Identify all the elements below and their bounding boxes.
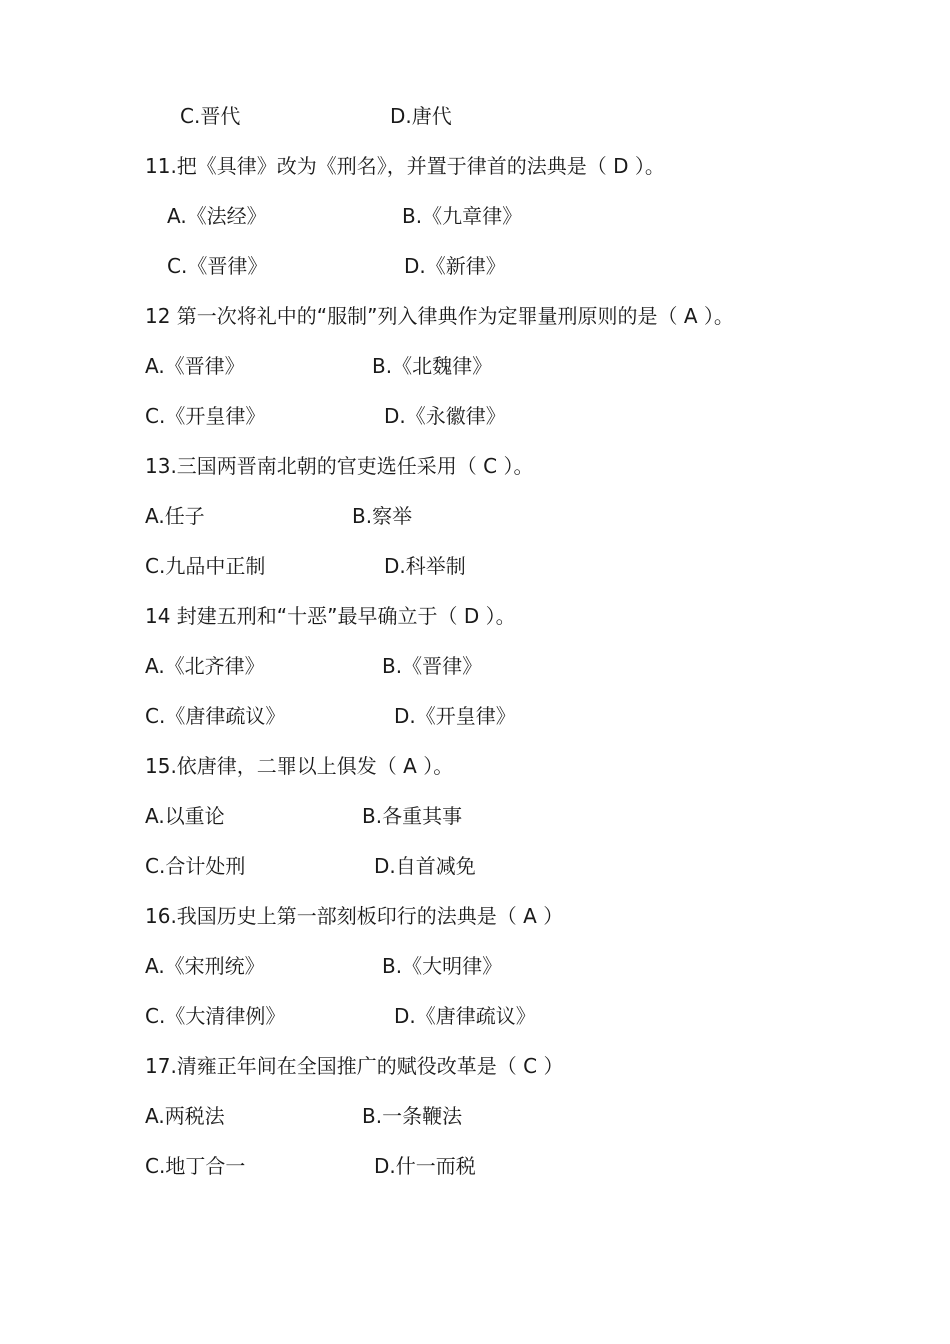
option-d: D.唐代 bbox=[390, 104, 452, 128]
option-b: B.《北魏律》 bbox=[372, 354, 493, 378]
question-stem: 17.清雍正年间在全国推广的赋役改革是（ C ） bbox=[145, 1054, 564, 1078]
option-c: C.《唐律疏议》 bbox=[145, 704, 286, 728]
question-stem: 14 封建五刑和“十恶”最早确立于（ D ）。 bbox=[145, 604, 516, 628]
option-d: D.自首减免 bbox=[374, 854, 476, 878]
option-b: B.一条鞭法 bbox=[362, 1104, 463, 1128]
option-d: D.《永徽律》 bbox=[384, 404, 506, 428]
option-a: A.以重论 bbox=[145, 804, 225, 828]
option-b: B.察举 bbox=[352, 504, 413, 528]
question-stem: 13.三国两晋南北朝的官吏选任采用（ C ）。 bbox=[145, 454, 534, 478]
question-stem: 11.把《具律》改为《刑名》，并置于律首的法典是（ D ）。 bbox=[145, 154, 665, 178]
option-d: D.什一而税 bbox=[374, 1154, 476, 1178]
option-c: C.合计处刑 bbox=[145, 854, 246, 878]
question-stem: 15.依唐律，二罪以上俱发（ A ）。 bbox=[145, 754, 454, 778]
option-a: A.《晋律》 bbox=[145, 354, 245, 378]
option-b: B.《大明律》 bbox=[382, 954, 503, 978]
option-d: D.《开皇律》 bbox=[394, 704, 516, 728]
option-a: A.《北齐律》 bbox=[145, 654, 265, 678]
option-c: C.九品中正制 bbox=[145, 554, 266, 578]
option-c: C.地丁合一 bbox=[145, 1154, 246, 1178]
option-a: A.两税法 bbox=[145, 1104, 225, 1128]
option-c: C.《大清律例》 bbox=[145, 1004, 286, 1028]
option-c: C.晋代 bbox=[180, 104, 241, 128]
option-b: B.各重其事 bbox=[362, 804, 463, 828]
option-b: B.《九章律》 bbox=[402, 204, 523, 228]
option-d: D.《新律》 bbox=[404, 254, 506, 278]
option-a: A.《法经》 bbox=[167, 204, 267, 228]
option-d: D.科举制 bbox=[384, 554, 466, 578]
option-c: C.《晋律》 bbox=[167, 254, 268, 278]
option-d: D.《唐律疏议》 bbox=[394, 1004, 536, 1028]
option-b: B.《晋律》 bbox=[382, 654, 483, 678]
question-stem: 12 第一次将礼中的“服制”列入律典作为定罪量刑原则的是（ A ）。 bbox=[145, 304, 734, 328]
option-a: A.《宋刑统》 bbox=[145, 954, 265, 978]
option-a: A.任子 bbox=[145, 504, 205, 528]
question-stem: 16.我国历史上第一部刻板印行的法典是（ A ） bbox=[145, 904, 564, 928]
option-c: C.《开皇律》 bbox=[145, 404, 266, 428]
